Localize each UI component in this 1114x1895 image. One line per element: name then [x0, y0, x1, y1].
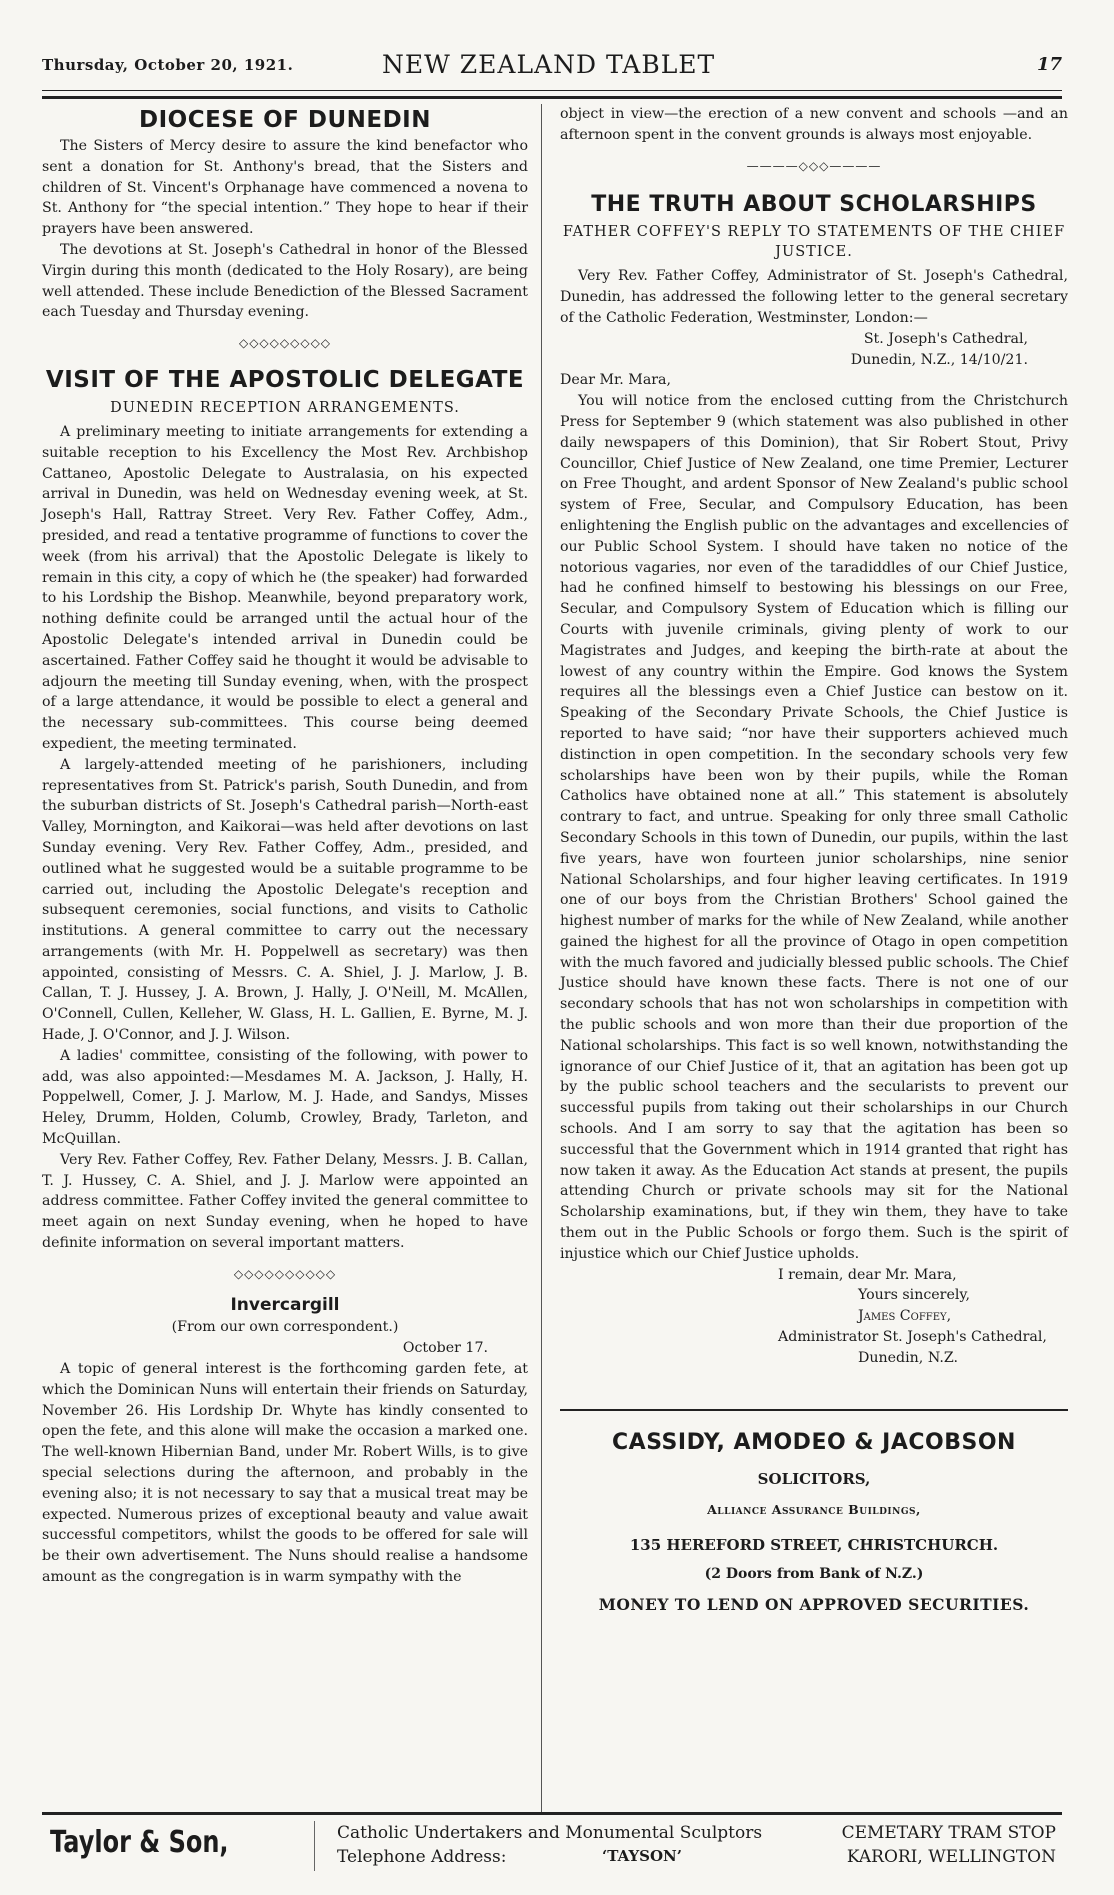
masthead — [42, 50, 1062, 86]
footer-tram-stop: CEMETARY TRAM STOP — [841, 1823, 1056, 1843]
advert-tagline: MONEY TO LEND ON APPROVED SECURITIES. — [598, 1594, 1030, 1614]
column-divider — [541, 104, 542, 1812]
left-column — [42, 104, 528, 1588]
footer-logo: Taylor & Son, — [50, 1825, 229, 1860]
letter-closing: I remain, dear Mr. Mara, — [778, 1266, 957, 1283]
invercargill-paragraph: A topic of general interest is the forthcoming garden fete, at which the Dominican Nuns will entertain their friends on Saturday, November 26. His Lordship Dr. Whyte has kindly consented to open the fete, and this alone will make the occasion a marked one. The well-known Hibernian Band, under Mr. Robert Wills, is to give special selections during the afternoon, and probably in the evening also; it is not necessary to say that a musical treat may be expected. Numerous prizes of exceptional beauty and value await successful competitors, whilst the goods to be offered for sale will be their own advertisement. The Nuns should realise a handsome amount as the congregation is in warm sympathy with the — [42, 1361, 528, 1585]
letter-address-line-1: St. Joseph's Cathedral, — [863, 330, 1028, 347]
visit-paragraph-4: Very Rev. Father Coffey, Rev. Father Delany, Messrs. J. B. Callan, T. J. Hussey, C. A. Shiel, and J. J. Marlow were appointed an address committee. Father Coffey invited the general committee to meet again on next Sunday evening, when he hoped to have definite information on several important matters. — [42, 1151, 528, 1252]
advert-note: (2 Doors from Bank of N.Z.) — [704, 1565, 924, 1582]
letter-salutation: Dear Mr. Mara, — [560, 372, 672, 389]
footer-telephone-label: Telephone Address: — [337, 1847, 507, 1867]
truth-subheading: FATHER COFFEY'S REPLY TO STATEMENTS OF THE CHIEF JUSTICE. — [562, 224, 1066, 261]
advert-building: Alliance Assurance Buildings, — [707, 1502, 921, 1518]
letter-address-line-2: Dunedin, N.Z., 14/10/21. — [850, 351, 1028, 368]
letter-place: Dunedin, N.Z. — [858, 1349, 958, 1366]
invercargill-byline: (From our own correspondent.) — [171, 1319, 399, 1336]
footer-advert — [42, 1812, 1062, 1879]
visit-subheading: DUNEDIN RECEPTION ARRANGEMENTS. — [110, 399, 460, 416]
visit-paragraph-2: A largely-attended meeting of he parishioners, including representatives from St. Patrick's parish, South Dunedin, and from the suburban districts of St. Joseph's Cathedral parish—North-east Valley, Mornington, and Kaikorai—was held after devotions on last Sunday evening. Very Rev. Father Coffey, Adm., presided, and outlined what he suggested would be a suitable programme to be carried out, including the Apostolic Delegate's reception and subsequent ceremonies, social functions, and visits to Catholic institutions. A general committee to carry out the necessary arrangements (with Mr. H. Poppelwell as secretary) was then appointed, consisting of Messrs. C. A. Shiel, J. J. Marlow, J. B. Callan, T. J. Hussey, J. A. Brown, J. Hally, J. O'Neill, M. McAllen, O'Connell, Cullen, Kelleher, W. Glass, H. L. Gallien, E. Byrne, M. J. Hade, J. O'Connor, and J. J. Wilson. — [42, 756, 528, 1044]
advert-street: 135 HEREFORD STREET, CHRISTCHURCH. — [629, 1536, 999, 1555]
dunedin-heading: DIOCESE OF DUNEDIN — [139, 107, 431, 133]
letter-yours: Yours sincerely, — [858, 1287, 971, 1304]
footer-divider — [314, 1821, 315, 1871]
ornament-divider: ◇◇◇◇◇◇◇◇◇ — [238, 336, 332, 351]
invercargill-heading: Invercargill — [230, 1294, 340, 1315]
footer-telegraphic-address: ‘TAYSON’ — [602, 1847, 682, 1865]
advert-firm-name: CASSIDY, AMODEO & JACOBSON — [612, 1429, 1016, 1455]
footer-business: Catholic Undertakers and Monumental Sculptors — [337, 1823, 763, 1843]
dunedin-paragraph-1: The Sisters of Mercy desire to assure the kind benefactor who sent a donation for St. Anthony's bread, that the Sisters and children of St. Vincent's Orphanage have commenced a novena to St. Anthony for “the special intention.” They hope to hear if their prayers have been answered. — [42, 138, 528, 238]
issue-date: Thursday, October 20, 1921. — [42, 56, 294, 74]
page-number: 17 — [1036, 54, 1062, 75]
ornament-divider: ————◇◇◇———— — [746, 158, 882, 173]
right-column — [560, 104, 1068, 1615]
advert-profession: SOLICITORS, — [757, 1470, 871, 1489]
letter-signature: James Coffey, — [858, 1308, 952, 1325]
truth-heading: THE TRUTH ABOUT SCHOLARSHIPS — [591, 192, 1037, 218]
truth-intro: Very Rev. Father Coffey, Administrator of St. Joseph's Cathedral, Dunedin, has addressed the following letter to the general secretary of the Catholic Federation, Westminster, London:— — [560, 268, 1068, 326]
dunedin-paragraph-2: The devotions at St. Joseph's Cathedral in honor of the Blessed Virgin during this month (dedicated to the Holy Rosary), are being well attended. These include Benediction of the Blessed Sacrament each Tuesday and Thursday evening. — [42, 241, 528, 321]
footer-location: KARORI, WELLINGTON — [846, 1847, 1056, 1867]
visit-heading: VISIT OF THE APOSTOLIC DELEGATE — [45, 366, 525, 393]
letter-signer-title: Administrator St. Joseph's Cathedral, — [778, 1329, 1047, 1346]
masthead-rule — [42, 90, 1062, 99]
publication-title: NEW ZEALAND TABLET — [382, 50, 716, 79]
solicitors-advert — [560, 1409, 1068, 1616]
visit-paragraph-1: A preliminary meeting to initiate arrangements for extending a suitable reception to his Excellency the Most Rev. Archbishop Cattaneo, Apostolic Delegate to Australasia, on his expected arrival in Dunedin, was held on Wednesday evening week, at St. Joseph's Hall, Rattray Street. Very Rev. Father Coffey, Adm., presided, and read a tentative programme of functions to cover the week (from his arrival) that the Apostolic Delegate is likely to remain in this city, a copy of which he (the speaker) had forwarded to his Lordship the Bishop. Meanwhile, beyond preparatory work, nothing definite could be arranged until the actual hour of the Apostolic Delegate's intended arrival in Dunedin could be ascertained. Father Coffey said he thought it would be advisable to adjourn the meeting till Sunday evening, when, with the prospect of a large attendance, it would be possible to elect a general and the necessary sub-committees. This course being deemed expedient, the meeting terminated. — [42, 423, 528, 752]
continued-paragraph: object in view—the erection of a new convent and schools —and an afternoon spent in the convent grounds is always most enjoyable. — [560, 106, 1068, 143]
invercargill-date: October 17. — [402, 1340, 488, 1357]
visit-paragraph-3: A ladies' committee, consisting of the following, with power to add, was also appointed:—Mesdames M. A. Jackson, J. Hally, H. Poppelwell, Comer, J. J. Marlow, M. J. Hade, and Sandys, Misses Heley, Drumm, Holden, Columb, Crowley, Brady, Tarleton, and McQuillan. — [42, 1047, 528, 1148]
ornament-divider: ◇◇◇◇◇◇◇◇◇◇ — [233, 1266, 337, 1281]
letter-body: You will notice from the enclosed cutting from the Christchurch Press for September 9 (which statement was also published in other daily newspapers of this Dominion), that Sir Robert Stout, Privy Councillor, Chief Justice of New Zealand, one time Premier, Lecturer on Free Thought, and ardent Sponsor of New Zealand's public school system of Free, Secular, and Compulsory Education, has been enlightening the English public on the advantages and excellencies of our Public School System. I should have taken no notice of the notorious vagaries, nor even of the taradiddles of our Chief Justice, had he confined himself to bestowing his blessings on our Free, Secular, and Compulsory System of Education which is filling our Courts with juvenile criminals, giving plenty of work to our Magistrates and Judges, and keeping the birth-rate at about the lowest of any country within the Empire. God knows the System requires all the blessings even a Chief Justice can bestow on it. Speaking of the Secondary Private Schools, the Chief Justice is reported to have said; “nor have their supporters achieved much distinction in open competition. In the secondary schools very few scholarships have been won by their pupils, while the Roman Catholics have obtained none at all.” This statement is absolutely contrary to fact, and untrue. Speaking for only three small Catholic Secondary Schools in this town of Dunedin, our pupils, within the last five years, have won fourteen junior scholarships, nine senior National Scholarships, and four higher leaving certificates. In 1919 one of our boys from the Christian Brothers' School gained the highest number of marks for the while of New Zealand, while another gained the highest for all the province of Otago in open competition with the much favored and judicially blessed public schools. The Chief Justice should have known these facts. There is not one of our secondary schools that has not won scholarships in competition with the public schools and won more than their due proportion of the National scholarships. This fact is so well known, notwithstanding the ignorance of our Chief Justice of it, that an agitation has been got up by the public school teachers and the secularists to prevent our successful pupils from taking out their scholarships in our Church schools. And I am sorry to say that the agitation has been so successful that the Government which in 1914 granted that right has now taken it away. As the Education Act stands at present, the pupils attending Church or private schools may sit for the National Scholarship examinations, but, if they win them, they have to take them out in the Public Schools or forgo them. Such is the spirit of injustice which our Chief Justice upholds. — [560, 393, 1068, 1262]
